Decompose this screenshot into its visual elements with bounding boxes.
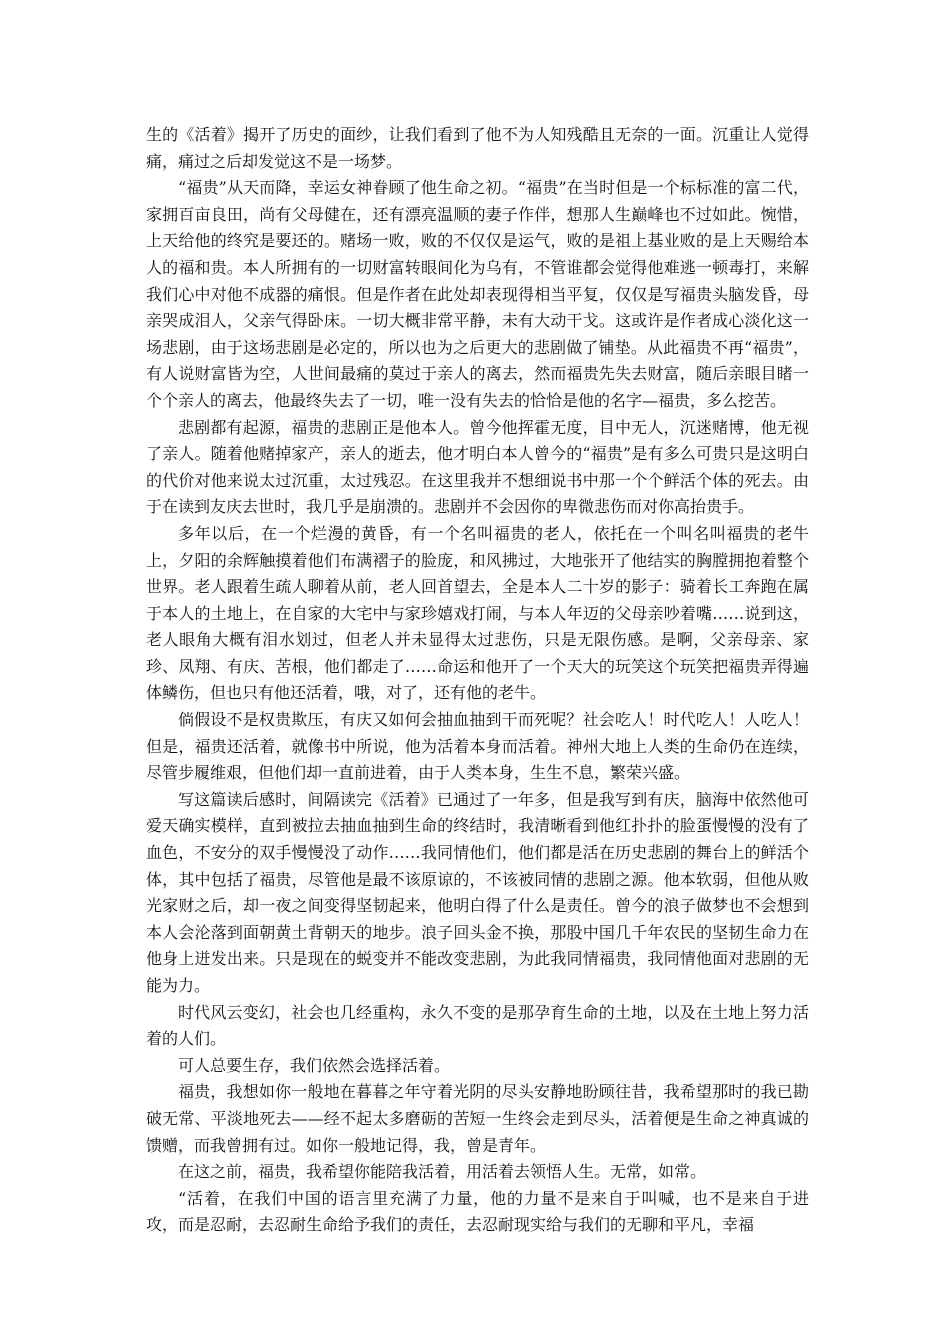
paragraph: “活着，在我们中国的语言里充满了力量，他的力量不是来自于叫喊，也不是来自于进攻，而是忍耐，去忍耐生命给予我们的责任，去忍耐现实给与我们的无聊和平凡，幸福 [146,1188,809,1235]
document-body [146,122,809,1239]
paragraph: 在这之前，福贵，我希望你能陪我活着，用活着去领悟人生。无常，如常。 [178,1162,707,1182]
paragraph: “福贵”从天而降，幸运女神眷顾了他生命之初。“福贵”在当时但是一个标标准的富二代，家拥百亩良田，尚有父母健在，还有漂亮温顺的妻子作伴，想那人生巅峰也不过如此。惋惜，上天给他的终究是要还的。赌场一败，败的不仅仅是运气，败的是祖上基业败的是上天赐给本人的福和贵。本人所拥有的一切财富转眼间化为乌有，不管谁都会觉得他难逃一顿毒打，来解我们心中对他不成器的痛恨。但是作者在此处却表现得相当平复，仅仅是写福贵头脑发昏，母亲哭成泪人，父亲气得卧床。一切大概非常平静，未有大动干戈。这或许是作者成心淡化这一场悲剧，由于这场悲剧是必定的，所以也为之后更大的悲剧做了铺垫。从此福贵不再“福贵”，有人说财富皆为空，人世间最痛的莫过于亲人的离去，然而福贵先失去财富，随后亲眼目睹一个个亲人的离去，他最终失去了一切，唯一没有失去的恰恰是他的名字—福贵，多么挖苦。 [146,178,809,410]
paragraph: 时代风云变幻，社会也几经重构，永久不变的是那孕育生命的土地，以及在土地上努力活着的人们。 [146,1002,809,1049]
paragraph: 生的《活着》揭开了历史的面纱，让我们看到了他不为人知残酷且无奈的一面。沉重让人觉得痛，痛过之后却发觉这不是一场梦。 [146,125,809,171]
paragraph: 倘假设不是权贵欺压，有庆又如何会抽血抽到干而死呢？社会吃人！时代吃人！人吃人！但是，福贵还活着，就像书中所说，他为活着本身而活着。神州大地上人类的生命仍在连续，尽管步履维艰，但他们却一直前进着，由于人类本身，生生不息，繁荣兴盛。 [146,710,809,783]
paragraph: 写这篇读后感时，间隔读完《活着》已通过了一年多，但是我写到有庆，脑海中依然他可爱天确实模样，直到被拉去抽血抽到生命的终结时，我清晰看到他红扑扑的脸蛋慢慢的没有了血色，不安分的双手慢慢没了动作……我同情他们，他们都是活在历史悲剧的舞台上的鲜活个体，其中包括了福贵，尽管他是最不该原谅的，不该被同情的悲剧之源。他本软弱，但他从败光家财之后，却一夜之间变得坚韧起来，他明白得了什么是责任。曾今的浪子做梦也不会想到本人会沦落到面朝黄土背朝天的地步。浪子回头金不换，那股中国几千年农民的坚韧生命力在他身上迸发出来。只是现在的蜕变并不能改变悲剧，为此我同情福贵，我同情他面对悲剧的无能为力。 [146,789,809,995]
paragraph: 福贵，我想如你一般地在暮暮之年守着光阴的尽头安静地盼顾往昔，我希望那时的我已勘破无常、平淡地死去——经不起太多磨砺的苦短一生终会走到尽头，活着便是生命之神真诚的馈赠，而我曾拥有过。如你一般地记得，我，曾是青年。 [146,1082,809,1155]
paragraph: 悲剧都有起源，福贵的悲剧正是他本人。曾今他挥霍无度，目中无人，沉迷赌博，他无视了亲人。随着他赌掉家产，亲人的逝去，他才明白本人曾今的“福贵”是有多么可贵只是这明白的代价对他来说太过沉重，太过残忍。在这里我并不想细说书中那一个个鲜活个体的死去。由于在读到友庆去世时，我几乎是崩溃的。悲剧并不会因你的卑微悲伤而对你高抬贵手。 [146,417,809,517]
paragraph: 多年以后，在一个烂漫的黄昏，有一个名叫福贵的老人，依托在一个叫名叫福贵的老牛上，夕阳的余辉触摸着他们布满褶子的脸庞，和风拂过，大地张开了他结实的胸膛拥抱着整个世界。老人跟着生疏人聊着从前，老人回首望去，全是本人二十岁的影子：骑着长工奔跑在属于本人的土地上，在自家的大宅中与家珍嬉戏打闹，与本人年迈的父母亲吵着嘴……说到这，老人眼角大概有泪水划过，但老人并未显得太过悲伤，只是无限伤感。是啊，父亲母亲、家珍、凤翔、有庆、苦根，他们都走了……命运和他开了一个天大的玩笑这个玩笑把福贵弄得遍体鳞伤，但也只有他还活着，哦，对了，还有他的老牛。 [146,523,809,703]
paragraph: 可人总要生存，我们依然会选择活着。 [178,1055,451,1075]
